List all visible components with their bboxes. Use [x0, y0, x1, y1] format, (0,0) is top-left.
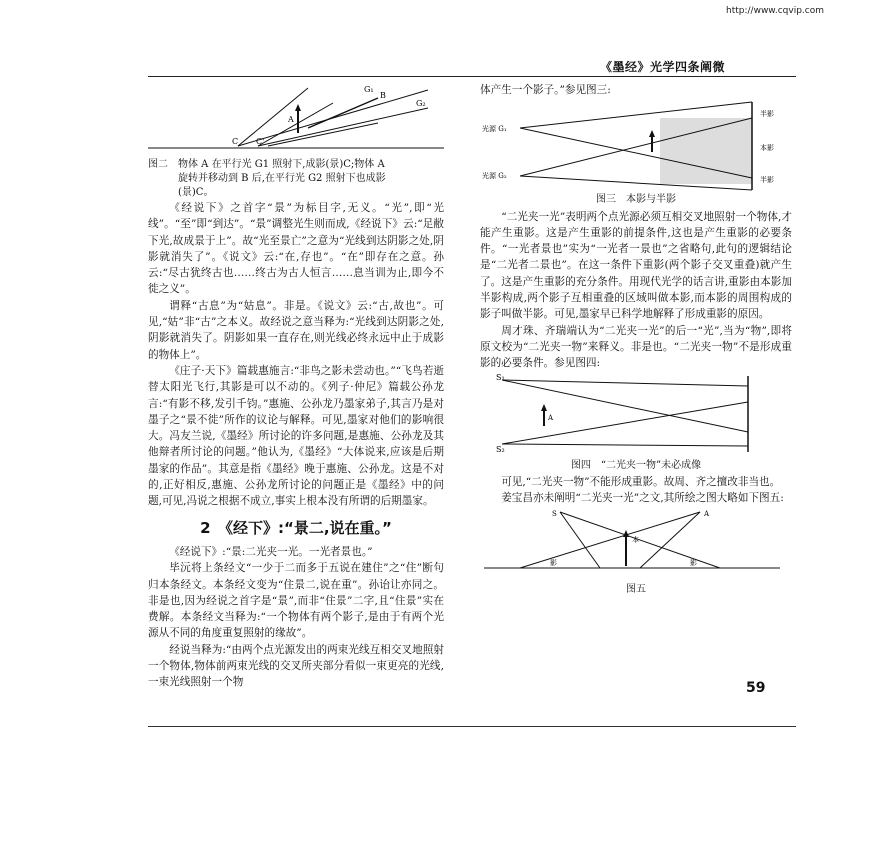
- fig5-caption: 图五: [626, 584, 646, 596]
- fig2-label-b: B: [380, 91, 386, 100]
- fig3-label-umbra: 本影: [760, 144, 774, 153]
- fig2-caption-3: (景)C。: [178, 187, 214, 198]
- fig4-caption: 图四 “二光夹一物”未必成像: [570, 459, 702, 471]
- fig2-caption-2: 旋转并移动到 B 后,在平行光 G2 照射下也成影: [178, 173, 386, 184]
- figure-5: [480, 506, 792, 582]
- fig2-label-c: C: [232, 137, 239, 146]
- fig5-label-shadow1: 影: [550, 559, 557, 568]
- fig3-label-g1: 光源 G₁: [482, 125, 507, 134]
- right-column: [480, 82, 792, 599]
- left-para-2: 谓释“古息”为“姑息”。非是。《说文》云:“古,故也”。可见,“姑”非“古”之本义。故经说之意当释为:“光线到达阴影之处,阴影就消失了。阴影如果一直存在,则光线必终永远中止于成影的物体上”。: [148, 299, 444, 361]
- right-top-text: 体产生一个影子。”参见图三:: [480, 84, 611, 96]
- right-para-2: 周才珠、齐瑞端认为“二光夹一光”的后一“光”,当为“物”,即将原文校为“二光夹一物”来释义。非是也。“二光夹一物”不是形成重影的必要条件。参见图四:: [480, 324, 792, 370]
- fig3-label-pen2: 半影: [760, 176, 774, 185]
- right-para-1: “二光夹一光”表明两个点光源必须互相交叉地照射一个物体,才能产生重影。这是产生重影的前提条件,这也是产生重影的必要条件。“一光者景也”实为“一光者一景也”之省略句,此句的逻辑结论是“二光者二景也”。在这一条件下重影(两个影子交叉重叠)就产生了。这是产生重影的充分条件。用现代光学的话言讲,重影由本影加半影构成,两个影子互相重叠的区域叫做本影,而本影的周围构成的影子叫做半影。可见,墨家早已科学地解释了形成重影的原因。: [480, 210, 792, 321]
- fig5-label-ben: 本: [632, 536, 639, 545]
- left-para-4: 《经说下》:“景:二光夹一光。一光者景也。”: [169, 545, 373, 558]
- right-para-3: 可见,“二光夹一物”不能形成重影。故周、齐之擅改非当也。: [501, 475, 781, 488]
- fig3-label-pen1: 半影: [760, 110, 774, 119]
- left-para-3: 《庄子·天下》篇载惠施言:“非鸟之影未尝动也。”“飞鸟若逝替太阳光飞行,其影是可以不动的。《列子·仲尼》篇载公孙龙言:“有影不移,发引千钧。”惠施、公孙龙乃墨家弟子,其言乃是对墨子之“景不徙”所作的议论与解释。可见,墨家对他们的影响很大。冯友兰说,《墨经》所讨论的许多问题,是惠施、公孙龙及其他辩者所讨论的问题。”他认为,《墨经》“大体说来,应该是后期墨家的作品”。其意是指《墨经》晚于惠施、公孙龙。这是不对的,正好相反,惠施、公孙龙所讨论的问题正是《墨经》中的问题,可见,冯说之根据不成立,事实上根本没有所谓的后期墨家。: [148, 364, 444, 508]
- left-column: [148, 78, 444, 691]
- fig4-label-s2: S₂: [496, 444, 505, 454]
- fig4-label-s1: S₁: [496, 372, 505, 382]
- fig2-label-c2: C': [256, 137, 265, 146]
- figure-3: [480, 98, 792, 192]
- fig2-label-g1: G₁: [364, 85, 374, 94]
- fig2-label-g2: G₂: [416, 99, 426, 108]
- left-para-1: 《经说下》之首字“景”为标目字,无义。“光”,即“光线”。“至”即“到达”。“景”调整光生则而成,《经说下》云:“足敝下光,故成景于上”。故“光至景亡”之意为“光线到达阴影之处,阴影就消失了”。《说文》云:“在,存也”。“在”即存在之意。孙云:“尽古犹终古也……终古为古人恒言……息当训为止,即今不徙之义”。: [148, 202, 444, 296]
- source-url: http://www.cqvip.com: [726, 6, 824, 16]
- fig3-label-g2: 光源 G₂: [482, 172, 507, 181]
- section-title: 2 《经下》:“景二,说在重。”: [200, 518, 392, 537]
- right-para-4: 姜宝昌亦未阐明“二光夹一光”之文,其所绘之图大略如下图五:: [501, 492, 784, 505]
- left-para-5: 毕沅将上条经文“一少于二而多于五说在建住”之“住”断句归本条经文。本条经文变为“住景二,说在重”。孙诒让亦同之。非是也,因为经说之首字是“景”,而非“住景”二字,且“住景”实在费解。本条经文当释为:“一个物体有两个影子,是由于有两个光源从不同的角度重复照射的缘故”。: [148, 562, 444, 640]
- fig2-label-a: A: [288, 115, 294, 124]
- fig2-caption-1: 图二 物体 A 在平行光 G1 照射下,成影(景)C;物体 A: [148, 159, 385, 170]
- fig5-label-a: A: [704, 510, 710, 519]
- fig3-caption: 图三 本影与半影: [596, 194, 676, 206]
- figure-4: [480, 372, 792, 458]
- figure-2: [148, 78, 444, 158]
- fig5-label-s: S: [552, 510, 557, 519]
- footer-rule: [148, 726, 796, 727]
- fig4-label-a: A: [548, 413, 554, 422]
- header-rule: [148, 76, 796, 77]
- fig5-label-shadow2: 影: [690, 559, 697, 568]
- page-number: 59: [746, 680, 766, 696]
- running-header: 《墨经》光学四条阐微: [600, 60, 726, 74]
- left-para-6: 经说当释为:“由两个点光源发出的两束光线互相交叉地照射一个物体,物体前两束光线的交叉所夹部分看似一束更亮的光线,一束光线照射一个物: [148, 643, 444, 689]
